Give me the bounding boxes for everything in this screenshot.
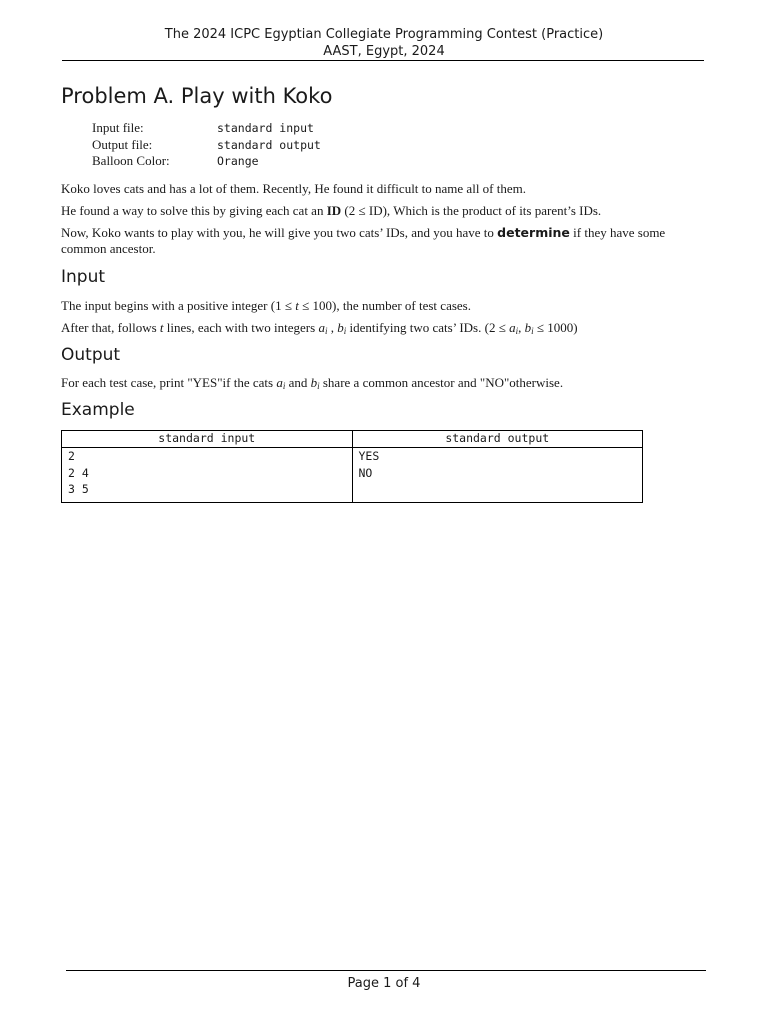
input-heading: Input: [61, 267, 106, 287]
math-var: $a_i$: [318, 320, 328, 336]
example-body-row: [62, 448, 643, 503]
text: He found a way to solve this by giving each cat an: [61, 203, 327, 218]
footer-divider: [66, 970, 706, 971]
example-table: [61, 430, 643, 503]
text: Now, Koko wants to play with you, he will give you two cats’ IDs, and you have to: [61, 225, 498, 240]
meta-balloon-color: [92, 153, 321, 170]
input-paragraph-1: [61, 298, 702, 314]
text: share a common ancestor and "NO"otherwise.: [319, 375, 564, 390]
example-input-header: standard input: [62, 431, 353, 448]
math-var: $b_i$: [337, 320, 347, 336]
meta-value: Orange: [217, 154, 259, 168]
math-var: t: [159, 320, 164, 335]
meta-value: standard input: [217, 121, 314, 135]
text: lines, each with two integers: [163, 320, 319, 335]
text: For each test case, print "YES"if the cats: [61, 375, 277, 390]
text: and: [285, 375, 311, 390]
meta-key: Output file:: [92, 136, 153, 152]
example-output-header: standard output: [352, 431, 643, 448]
output-heading: Output: [61, 345, 121, 365]
text: (2 ≤ ID), Which is the product of its parent’s IDs.: [341, 203, 602, 218]
output-paragraph: [61, 375, 702, 391]
meta-key: Input file:: [92, 120, 144, 135]
meta-value: standard output: [217, 137, 321, 152]
example-output-cell: [352, 448, 643, 503]
header-divider: [62, 60, 704, 61]
statement-paragraph-3: [61, 225, 702, 257]
text: ≤ 1000): [533, 320, 578, 335]
example-input-line: 3 5: [68, 482, 89, 496]
statement-paragraph-1: Koko loves cats and has a lot of them. Recently, He found it difficult to name all of them.: [61, 181, 526, 196]
text: The input begins with a positive integer (1 ≤: [61, 298, 296, 313]
text: if they have some common ancestor.: [61, 225, 666, 256]
page-header: [0, 26, 768, 60]
example-input-line: 2 4: [68, 465, 89, 480]
text: ≤ 100), the number of test cases.: [298, 298, 471, 313]
text: identifying two cats’ IDs. (2 ≤: [346, 320, 510, 335]
page-number: Page 1 of 4: [347, 976, 421, 991]
example-header-row: [62, 431, 643, 448]
example-input-cell: [62, 448, 353, 503]
math-var: t: [295, 298, 299, 313]
text: After that, follows: [61, 320, 160, 335]
math-var: $a_i$: [509, 320, 519, 336]
example-output-line: YES: [358, 449, 380, 463]
statement-paragraph-2: [61, 203, 702, 219]
problem-title: Problem A. Play with Koko: [61, 84, 333, 108]
bold-text: determine: [497, 225, 570, 240]
math-var: $a_i$: [276, 375, 286, 391]
problem-meta: [92, 120, 321, 170]
meta-input-file: [92, 120, 321, 137]
math-var: $b_i$: [310, 375, 320, 391]
input-paragraph-2: After that, follows t lines, each with two integers $a_i$ , $b_i$ identifying two cats’ IDs. ($2 \le a_i$, $b_i \le 1000$): [61, 320, 578, 336]
meta-output-file: [92, 137, 321, 154]
bold-text: ID: [326, 203, 342, 218]
contest-location: AAST, Egypt, 2024: [323, 44, 445, 59]
example-input-line: 2: [68, 449, 75, 463]
contest-name: The 2024 ICPC Egyptian Collegiate Programming Contest (Practice): [164, 27, 604, 42]
example-heading: Example: [61, 400, 135, 420]
example-output-line: NO: [358, 465, 373, 480]
meta-key: Balloon Color:: [92, 153, 170, 168]
math-var: $b_i$: [524, 320, 534, 336]
